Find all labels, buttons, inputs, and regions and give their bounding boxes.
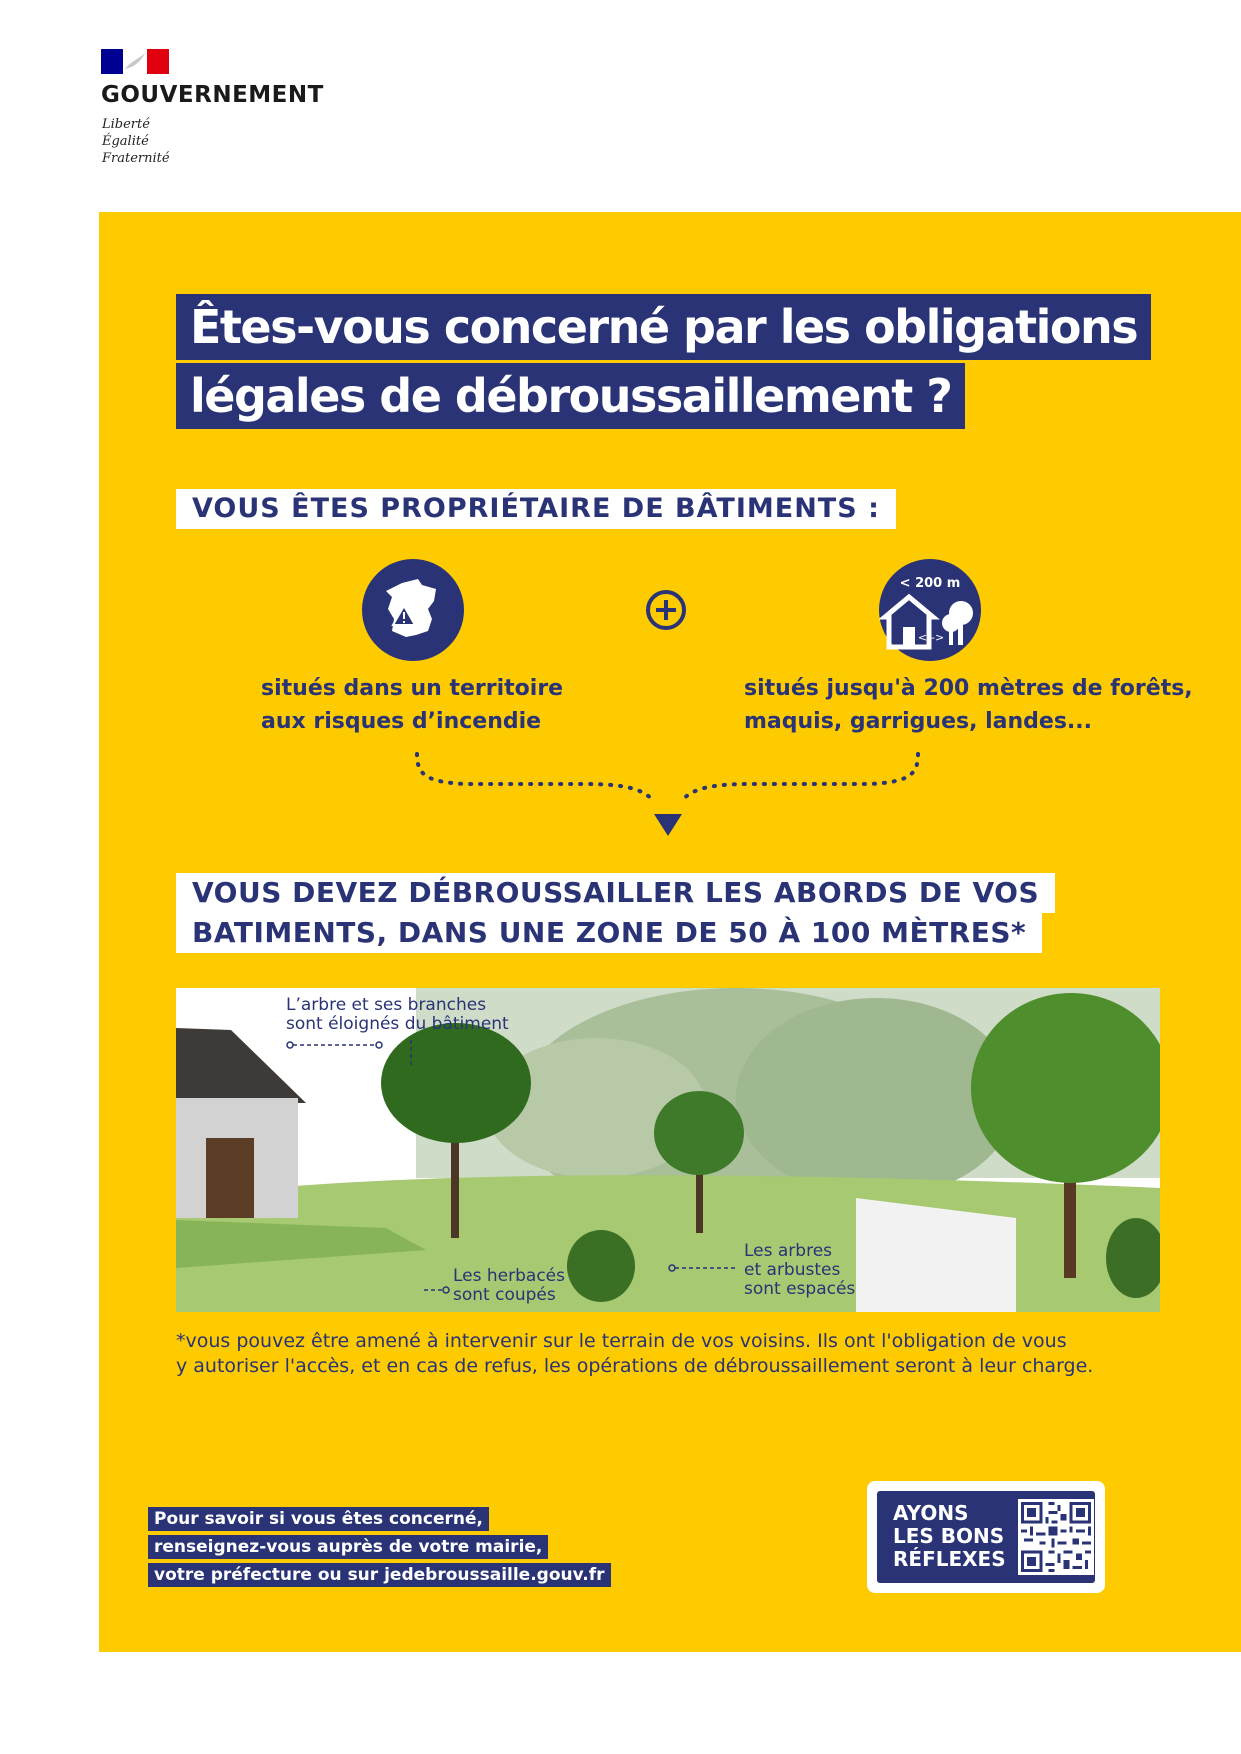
republic-flag-logo (101, 49, 169, 74)
dotted-connector-arrow (405, 752, 930, 837)
info-line-1: Pour savoir si vous êtes concerné, (148, 1507, 489, 1531)
france-warning-icon (362, 559, 464, 661)
annotation-tree-distance: L’arbre et ses branches sont éloignés du bâtiment (286, 995, 509, 1034)
annotation-grass-pointer (424, 1284, 452, 1296)
footnote: *vous pouvez être amené à intervenir sur le terrain de vos voisins. Ils ont l'obligation de vous y autoriser l'accès, et en cas de refus, les opérations de débroussaillement seront à leur charge. (176, 1330, 1094, 1377)
good-reflexes-badge (867, 1481, 1105, 1593)
info-line-3: votre préfecture ou sur jedebroussaille.gouv.fr (148, 1563, 611, 1587)
obligation-line-1: VOUS DEVEZ DÉBROUSSAILLER LES ABORDS DE VOS (176, 873, 1055, 913)
obligation-line-2: BATIMENTS, DANS UNE ZONE DE 50 À 100 MÈTRES* (176, 913, 1042, 953)
condition-forest-distance: situés jusqu'à 200 mètres de forêts, maquis, garrigues, landes... (744, 676, 1193, 734)
government-name: GOUVERNEMENT (101, 82, 324, 108)
info-line-2: renseignez-vous auprès de votre mairie, (148, 1535, 548, 1559)
annotation-spaced-pointer (668, 1262, 740, 1274)
condition-fire-risk: situés dans un territoire aux risques d’incendie (261, 676, 564, 734)
annotation-grass-cut: Les herbacés sont coupés (453, 1266, 565, 1305)
page-title-line-1: Êtes-vous concerné par les obligations (176, 294, 1151, 360)
info-block (148, 1507, 611, 1591)
annotation-trees-spaced: Les arbres et arbustes sont espacés (744, 1241, 856, 1299)
owner-label: VOUS ÊTES PROPRIÉTAIRE DE BÂTIMENTS : (176, 489, 896, 529)
page-title-line-2: légales de débroussaillement ? (176, 363, 965, 429)
badge-text: AYONS LES BONS RÉFLEXES (893, 1501, 1006, 1571)
republic-motto: Liberté Égalité Fraternité (102, 117, 170, 166)
qr-code-icon[interactable] (1018, 1499, 1094, 1575)
plus-icon (645, 589, 687, 631)
annotation-tree-pointer (286, 1036, 416, 1066)
svg-text:<-->: <--> (917, 631, 945, 644)
house-distance-icon (879, 559, 981, 661)
distance-label: < 200 m (899, 576, 961, 591)
